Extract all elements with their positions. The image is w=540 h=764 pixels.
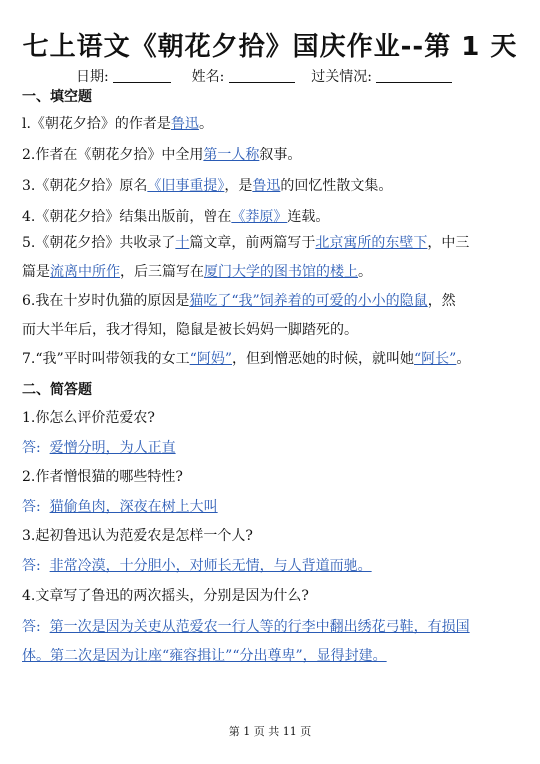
q5-line2-text: 篇是 [22, 264, 50, 280]
q5-mid-1: 篇文章，前两篇写于 [189, 235, 316, 251]
q3-mid: ，是 [224, 178, 253, 194]
q2-end: 叙事。 [259, 147, 302, 163]
q1-answer: 鲁迅 [170, 116, 199, 132]
q5-answer-1: 十 [175, 235, 190, 251]
short-answer-1-text: 爱憎分明，为人正直 [49, 440, 176, 456]
question-6-line-1 [22, 291, 456, 311]
question-5-line-2 [22, 262, 372, 282]
q5-answer-2: 北京寓所的东壁下 [315, 235, 428, 251]
q3-answer-2: 鲁迅 [252, 178, 281, 194]
short-answer-1 [22, 438, 176, 458]
question-1 [22, 114, 213, 134]
question-7 [22, 349, 470, 369]
q5-end: 。 [358, 264, 372, 280]
q7-end: 。 [456, 351, 471, 367]
q5-line2-mid: ，后三篇写在 [120, 264, 204, 280]
q2-answer: 第一人称 [203, 147, 260, 163]
short-question-4: 4.文章写了鲁迅的两次摇头，分别是因为什么? [22, 588, 309, 604]
answer-label: 答: [22, 558, 41, 574]
short-question-2: 2.作者憎恨猫的哪些特性? [22, 469, 183, 485]
q6-answer: 猫吃了“我”饲养着的可爱的小小的隐鼠 [189, 293, 428, 309]
question-3 [22, 176, 392, 196]
answer-label: 答: [22, 619, 41, 635]
name-blank [229, 68, 295, 83]
q4-text: 4.《朝花夕拾》结集出版前，曾在 [22, 209, 232, 225]
header-fields [76, 66, 452, 86]
q7-answer-1: “阿妈” [189, 351, 232, 367]
short-answer-2-text: 猫偷鱼肉，深夜在树上大叫 [49, 499, 218, 515]
q3-text: 3.《朝花夕拾》原名 [22, 178, 148, 194]
short-answer-4-text-2: 体。第二次是因为让座“雍容揖让”“分出尊卑”，显得封建。 [22, 648, 387, 664]
short-answer-4-line-2 [22, 646, 387, 666]
q1-text: l.《朝花夕拾》的作者是 [22, 116, 171, 132]
q5-answer-4: 厦门大学的图书馆的楼上 [204, 264, 358, 280]
short-answer-4-text-1: 第一次是因为关吏从范爱农一行人等的行李中翻出绣花弓鞋，有损国 [49, 619, 470, 635]
q1-end: 。 [198, 116, 213, 132]
answer-label: 答: [22, 440, 41, 456]
status-blank [376, 68, 452, 83]
question-2 [22, 145, 301, 165]
section-heading-fill-in: 一、填空题 [22, 89, 92, 105]
q7-mid: ，但到憎恶她的时候，就叫她 [232, 351, 414, 367]
status-label: 过关情况: [311, 69, 372, 85]
q4-end: 连载。 [287, 209, 330, 225]
date-label: 日期: [76, 69, 109, 85]
q6-text: 6.我在十岁时仇猫的原因是 [22, 293, 190, 309]
question-5-line-1 [22, 233, 469, 253]
q7-answer-2: “阿长” [414, 351, 457, 367]
q4-answer: 《莽原》 [231, 209, 288, 225]
q6-line2: 而大半年后，我才得知，隐鼠是被长妈妈一脚踏死的。 [22, 322, 358, 338]
q3-answer-1: 《旧事重提》 [147, 178, 225, 194]
question-6-line-2 [22, 320, 358, 340]
section-heading-short-answer: 二、简答题 [22, 382, 92, 398]
q5-text: 5.《朝花夕拾》共收录了 [22, 235, 176, 251]
q2-text: 2.作者在《朝花夕拾》中全用 [22, 147, 204, 163]
short-question-1: 1.你怎么评价范爱农? [22, 410, 155, 426]
answer-label: 答: [22, 499, 41, 515]
q3-end: 的回忆性散文集。 [280, 178, 393, 194]
short-question-3: 3.起初鲁迅认为范爱农是怎样一个人? [22, 528, 253, 544]
q6-end: ，然 [427, 293, 456, 309]
q5-answer-3: 流离中所作 [50, 264, 120, 280]
short-answer-4-line-1 [22, 617, 470, 637]
q5-mid-2: ，中三 [427, 235, 470, 251]
question-4 [22, 207, 329, 227]
page-footer: 第 1 页 共 11 页 [228, 725, 312, 738]
short-answer-2 [22, 497, 218, 517]
short-answer-3-text: 非常冷漠，十分胆小，对师长无情，与人背道而驰。 [49, 558, 372, 574]
page-title: 七上语文《朝花夕拾》国庆作业--第 1 天 [22, 32, 518, 62]
q7-text: 7.“我”平时叫带领我的女工 [22, 351, 190, 367]
short-answer-3 [22, 556, 372, 576]
date-blank [113, 68, 171, 83]
name-label: 姓名: [191, 69, 225, 85]
